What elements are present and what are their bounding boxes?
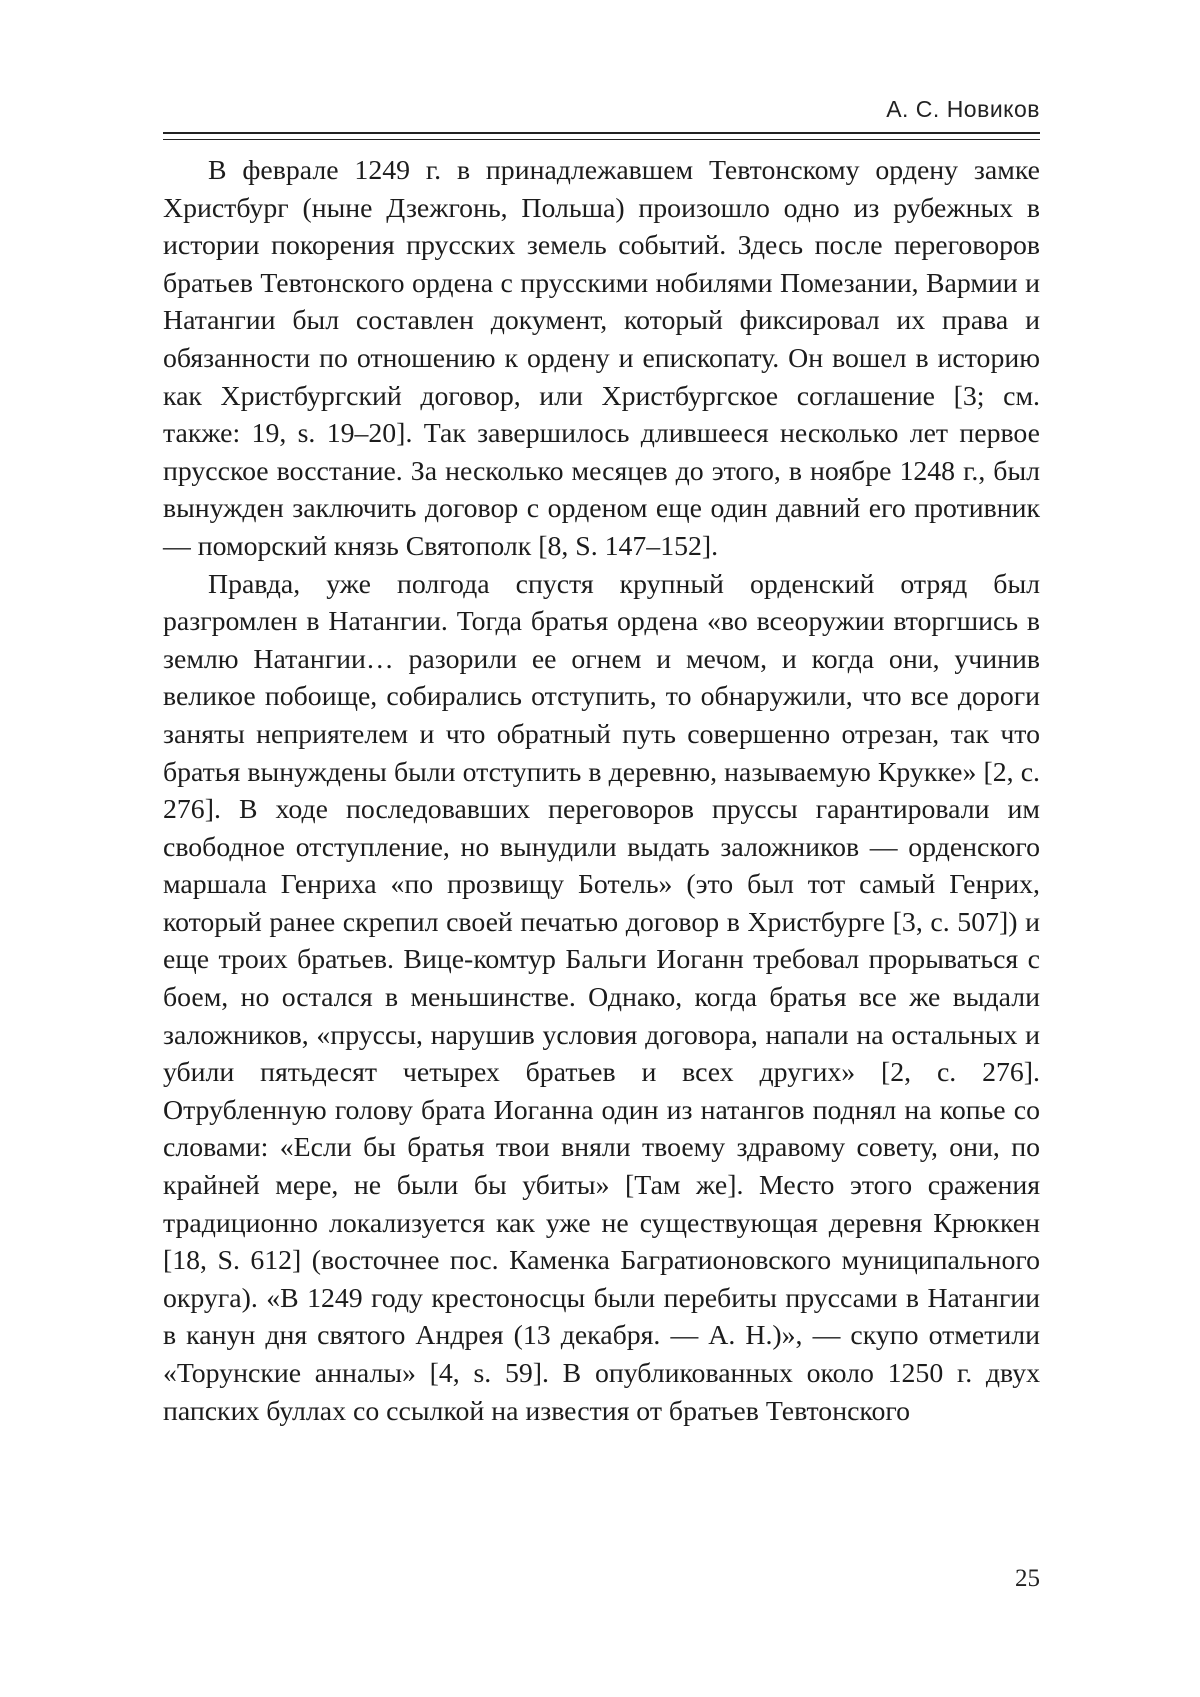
header-rule-thick — [163, 132, 1040, 134]
header-rule-thin — [163, 139, 1040, 140]
running-head-author: А. С. Новиков — [886, 96, 1040, 122]
main-text — [163, 152, 1040, 1430]
paragraph-2: Правда, уже полгода спустя крупный орденский отряд был разгромлен в Натангии. Тогда братья ордена «во всеоружии вторгшись в землю Натангии… разорили ее огнем и мечом, и когда они, учинив великое побоище, собирались отступить, то обнаружили, что все дороги заняты неприятелем и что обратный путь совершенно отрезан, так что братья вынуждены были отступить в деревню, называемую Крукке» [2, с. 276]. В ходе последовавших переговоров пруссы гарантировали им свободное отступление, но вынудили выдать заложников — орденского маршала Генриха «по прозвищу Ботель» (это был тот самый Генрих, который ранее скрепил своей печатью договор в Христбурге [3, с. 507]) и еще троих братьев. Вице-комтур Бальги Иоганн требовал прорываться с боем, но остался в меньшинстве. Однако, когда братья все же выдали заложников, «пруссы, нарушив условия договора, напали на остальных и убили пятьдесят четырех братьев и всех других» [2, с. 276]. Отрубленную голову брата Иоганна один из натангов поднял на копье со словами: «Если бы братья твои вняли твоему здравому совету, они, по крайней мере, не были бы убиты» [Там же]. Место этого сражения традиционно локализуется как уже не существующая деревня Крюккен [18, S. 612] (восточнее пос. Каменка Багратионовского муниципального округа). «В 1249 году крестоносцы были перебиты пруссами в Натангии в канун дня святого Андрея (13 декабря. — А. Н.)», — скупо отметили «Торунские анналы» [4, s. 59]. В опубликованных около 1250 г. двух папских буллах со ссылкой на известия от братьев Тевтонского — [163, 568, 1040, 1427]
page-number: 25 — [1015, 1565, 1040, 1592]
paragraph-1: В феврале 1249 г. в принадлежавшем Тевтонскому ордену замке Христбург (ныне Дзежгонь, Польша) произошло одно из рубежных в истории покорения прусских земель событий. Здесь после переговоров братьев Тевтонского ордена с прусскими нобилями Помезании, Вармии и Натангии был составлен документ, который фиксировал их права и обязанности по отношению к ордену и епископату. Он вошел в историю как Христбургский договор, или Христбургское соглашение [3; см. также: 19, s. 19–20]. Так завершилось длившееся несколько лет первое прусское восстание. За несколько месяцев до этого, в ноябре 1248 г., был вынужден заключить договор с орденом еще один давний его противник — поморский князь Святополк [8, S. 147–152]. — [163, 155, 1040, 562]
